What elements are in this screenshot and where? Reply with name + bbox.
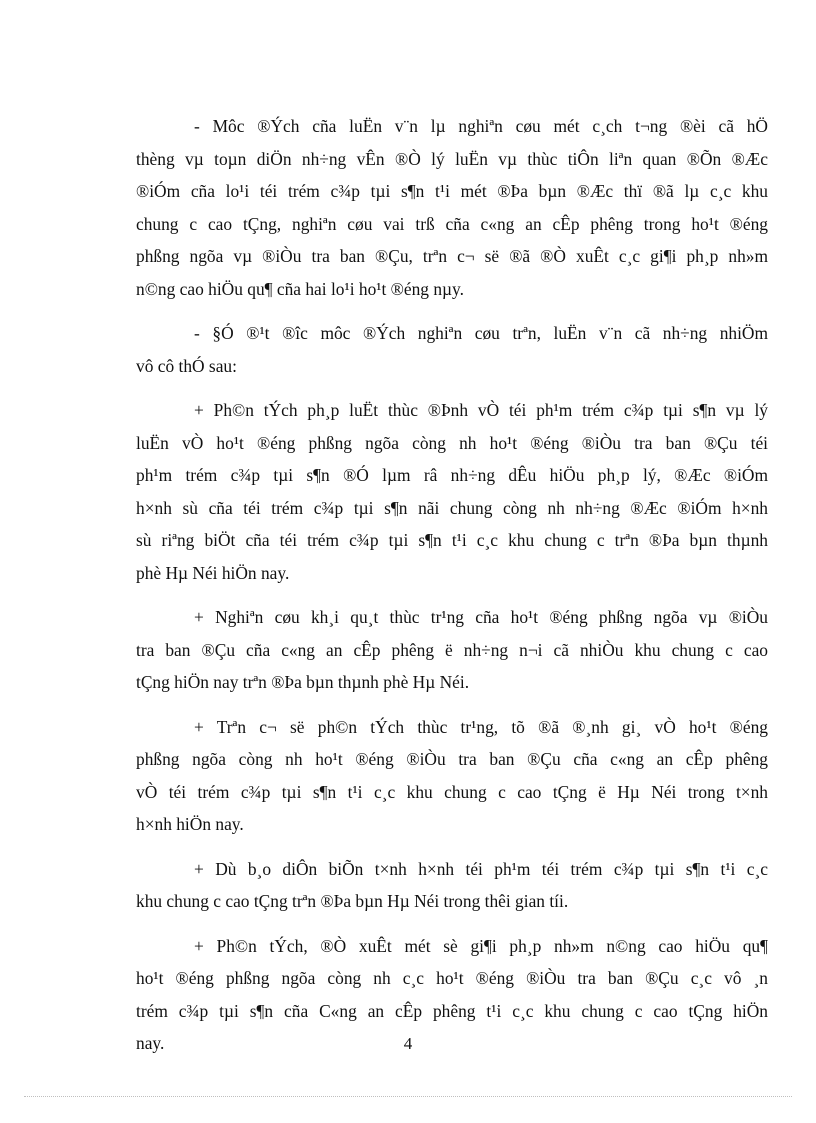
text-line: + Trªn c¬ së ph©n tÝch thùc tr¹ng, tõ ®ã ®¸nh gi¸ vÒ ho¹t ®éng (194, 716, 768, 737)
text-line: vô cô thÓ sau: (136, 355, 237, 376)
text-line: nay. (136, 1033, 165, 1053)
text-line: tÇng hiÖn nay trªn ®Þa bµn thµnh phè Hµ Néi. (136, 672, 470, 692)
text-line: phè Hµ Néi hiÖn nay. (136, 562, 290, 583)
text-line: n©ng cao hiÖu qu¶ cña hai lo¹i ho¹t ®éng nµy. (136, 278, 464, 299)
text-line: phßng ngõa còng nh ho¹t ®éng ®iÒu tra ban ®Çu cña c«ng an cÊp phêng (136, 749, 768, 769)
paragraph-task-2 (136, 601, 768, 699)
page-bottom-divider (24, 1096, 792, 1097)
text-line: + Ph©n tÝch, ®Ò xuÊt mét sè gi¶i ph¸p nh»m n©ng cao hiÖu qu¶ (194, 935, 768, 956)
text-line: trém c¾p tµi s¶n cña C«ng an cÊp phêng t¹i c¸c khu chung c cao tÇng hiÖn (136, 1000, 768, 1021)
text-line: sù riªng biÖt cña téi trém c¾p tµi s¶n t¹i c¸c khu chung c trªn ®Þa bµn thµnh (136, 530, 768, 550)
text-line: tra ban ®Çu cña c«ng an cÊp phêng ë nh÷ng n¬i cã nhiÒu khu chung c cao (136, 639, 768, 660)
text-line: thèng vµ toµn diÖn nh÷ng vÊn ®Ò lý luËn vµ thùc tiÔn liªn quan ®Õn ®Æc (136, 148, 768, 169)
text-line: ho¹t ®éng phßng ngõa còng nh c¸c ho¹t ®éng ®iÒu tra ban ®Çu c¸c vô ¸n (136, 968, 768, 988)
text-line: vÒ téi trém c¾p tµi s¶n t¹i c¸c khu chung c cao tÇng ë Hµ Néi trong t×nh (136, 781, 768, 802)
text-line: chung c cao tÇng, nghiªn cøu vai trß cña c«ng an cÊp phêng trong ho¹t ®éng (136, 213, 768, 234)
paragraph-task-1 (136, 394, 768, 589)
paragraph-task-4 (136, 853, 768, 918)
text-line: ph¹m trém c¾p tµi s¶n ®Ó lµm râ nh÷ng dÊu hiÖu ph¸p lý, ®Æc ®iÓm (136, 465, 768, 485)
text-line: - §Ó ®¹t ®îc môc ®Ých nghiªn cøu trªn, luËn v¨n cã nh÷ng nhiÖm (194, 323, 768, 343)
text-line: h×nh hiÖn nay. (136, 814, 244, 834)
text-line: - Môc ®Ých cña luËn v¨n lµ nghiªn cøu mét c¸ch t¬ng ®èi cã hÖ (194, 116, 768, 136)
text-line: + Ph©n tÝch ph¸p luËt thùc ®Þnh vÒ téi ph¹m trém c¾p tµi s¶n vµ lý (194, 400, 768, 420)
text-line: + Dù b¸o diÔn biÕn t×nh h×nh téi ph¹m téi trém c¾p tµi s¶n t¹i c¸c (194, 858, 768, 879)
text-line: h×nh sù cña téi trém c¾p tµi s¶n nãi chung còng nh nh÷ng ®Æc ®iÓm h×nh (136, 497, 768, 518)
text-line: luËn vÒ ho¹t ®éng phßng ngõa còng nh ho¹t ®éng ®iÒu tra ban ®Çu téi (136, 432, 768, 453)
paragraph-purpose (136, 110, 768, 305)
text-line: ®iÓm cña lo¹i téi trém c¾p tµi s¶n t¹i mét ®Þa bµn ®Æc thï ®ã lµ c¸c khu (136, 181, 768, 201)
text-line: + Nghiªn cøu kh¸i qu¸t thùc tr¹ng cña ho¹t ®éng phßng ngõa vµ ®iÒu (194, 607, 768, 627)
page-number: 4 (403, 1034, 413, 1053)
paragraph-task-3 (136, 711, 768, 841)
text-line: khu chung c cao tÇng trªn ®Þa bµn Hµ Néi trong thêi gian tíi. (136, 891, 569, 911)
document-body (136, 110, 768, 1072)
paragraph-tasks-intro (136, 317, 768, 382)
text-line: phßng ngõa vµ ®iÒu tra ban ®Çu, trªn c¬ së ®ã ®Ò xuÊt c¸c gi¶i ph¸p nh»m (136, 246, 768, 266)
